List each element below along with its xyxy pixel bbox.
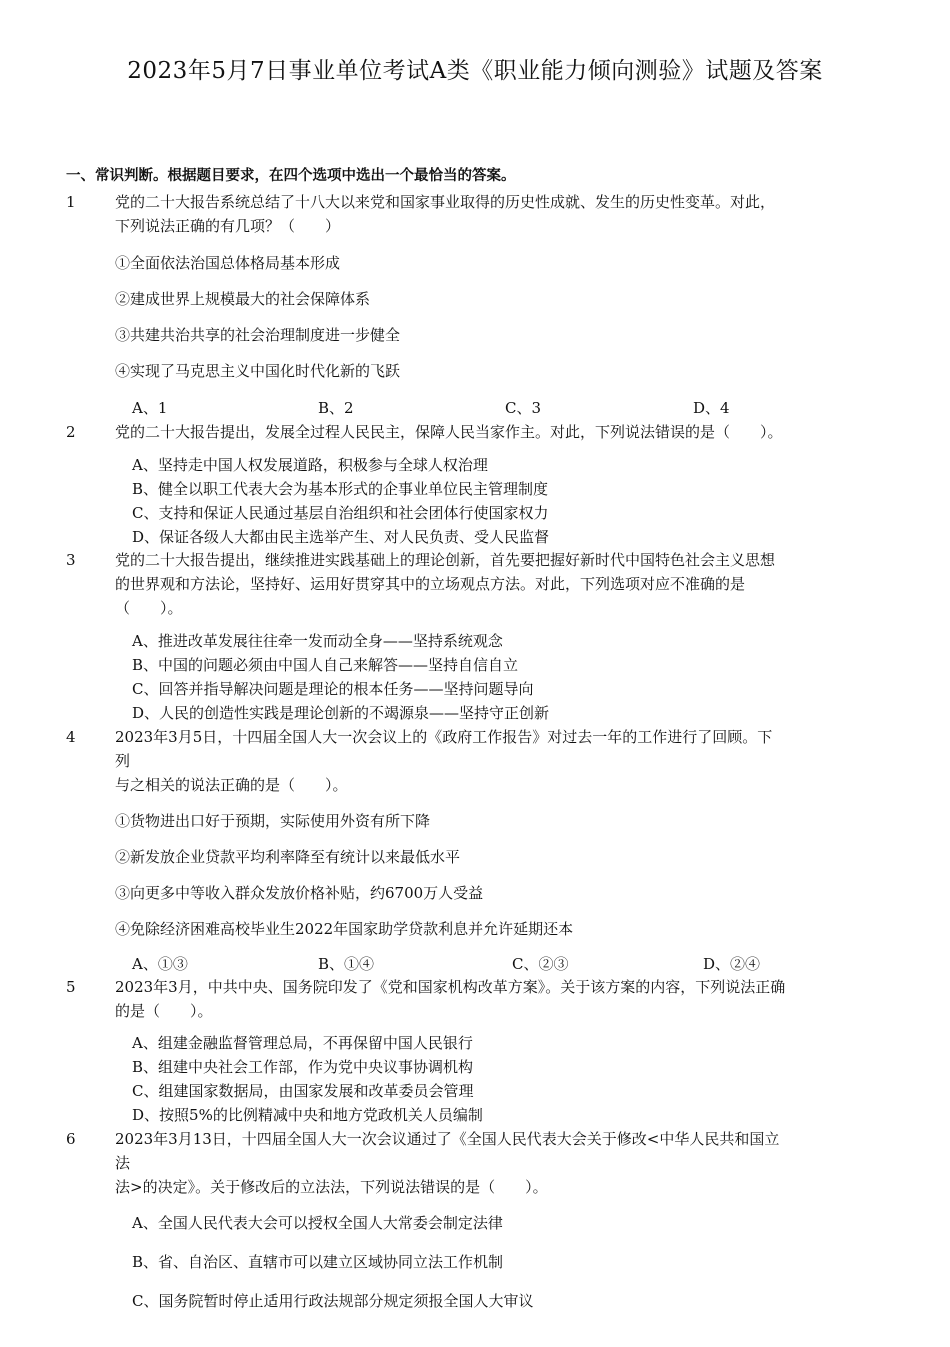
option-c: C、②③ (512, 955, 569, 973)
question-number: 2 (66, 423, 76, 441)
statement: ②新发放企业贷款平均利率降至有统计以来最低水平 (115, 848, 461, 866)
question-stem (115, 548, 875, 620)
option-b: B、中国的问题必须由中国人自己来解答——坚持自信自立 (132, 656, 519, 674)
option-d: D、4 (693, 399, 730, 417)
stem-line: 的是（ ）。 (115, 1002, 213, 1020)
option-b: B、省、自治区、直辖市可以建立区域协同立法工作机制 (132, 1253, 504, 1271)
option-a: A、组建金融监督管理总局，不再保留中国人民银行 (132, 1034, 473, 1052)
stem-line: 下列说法正确的有几项？（ ） (115, 217, 341, 235)
statement: ①全面依法治国总体格局基本形成 (115, 254, 341, 272)
option-d: D、按照5%的比例精减中央和地方党政机关人员编制 (132, 1106, 483, 1124)
stem-line: 2023年3月5日，十四届全国人大一次会议上的《政府工作报告》对过去一年的工作进行了回顾。下 (115, 728, 773, 746)
question-stem (115, 1127, 875, 1199)
stem-line: 法 (115, 1154, 131, 1172)
question-number: 4 (66, 728, 76, 746)
stem-line: 与之相关的说法正确的是（ ）。 (115, 776, 348, 794)
stem-line: 法>的决定》。关于修改后的立法法，下列说法错误的是（ ）。 (115, 1178, 548, 1196)
option-d: D、保证各级人大都由民主选举产生、对人民负责、受人民监督 (132, 528, 550, 546)
option-b: B、①④ (318, 955, 375, 973)
statement: ①货物进出口好于预期，实际使用外资有所下降 (115, 812, 431, 830)
question-stem (115, 975, 875, 1023)
option-c: C、回答并指导解决问题是理论的根本任务——坚持问题导向 (132, 680, 534, 698)
option-b: B、健全以职工代表大会为基本形式的企事业单位民主管理制度 (132, 480, 549, 498)
statement: ③向更多中等收入群众发放价格补贴，约6700万人受益 (115, 884, 484, 902)
option-b: B、2 (318, 399, 354, 417)
option-d: D、②④ (703, 955, 761, 973)
question-number: 5 (66, 978, 76, 996)
option-a: A、1 (132, 399, 168, 417)
option-a: A、推进改革发展往往牵一发而动全身——坚持系统观念 (132, 632, 503, 650)
stem-line: 2023年3月，中共中央、国务院印发了《党和国家机构改革方案》。关于该方案的内容，下列说法正确 (115, 978, 786, 996)
stem-line: 党的二十大报告提出，继续推进实践基础上的理论创新，首先要把握好新时代中国特色社会主义思想 (115, 551, 776, 569)
statement: ④实现了马克思主义中国化时代化新的飞跃 (115, 362, 401, 380)
question-stem (115, 420, 875, 444)
stem-line: 党的二十大报告系统总结了十八大以来党和国家事业取得的历史性成就、发生的历史性变革。对此， (115, 193, 776, 211)
question-stem (115, 725, 875, 773)
option-b: B、组建中央社会工作部，作为党中央议事协调机构 (132, 1058, 474, 1076)
option-c: C、国务院暂时停止适用行政法规部分规定须报全国人大审议 (132, 1292, 534, 1310)
question-stem (115, 190, 875, 238)
stem-line: 的世界观和方法论，坚持好、运用好贯穿其中的立场观点方法。对此，下列选项对应不准确的是 (115, 575, 746, 593)
option-a: A、坚持走中国人权发展道路，积极参与全球人权治理 (132, 456, 488, 474)
stem-line: 2023年3月13日，十四届全国人大一次会议通过了《全国人民代表大会关于修改<中华人民共和国立 (115, 1130, 780, 1148)
option-a: A、①③ (132, 955, 188, 973)
statement: ②建成世界上规模最大的社会保障体系 (115, 290, 371, 308)
document-title: 2023年5月7日事业单位考试A类《职业能力倾向测验》试题及答案 (127, 58, 823, 84)
option-c: C、3 (505, 399, 542, 417)
stem-line: （ ）。 (115, 599, 183, 617)
statement: ④免除经济困难高校毕业生2022年国家助学贷款利息并允许延期还本 (115, 920, 574, 938)
question-number: 1 (66, 193, 76, 211)
question-number: 3 (66, 551, 76, 569)
statement: ③共建共治共享的社会治理制度进一步健全 (115, 326, 401, 344)
stem-line: 党的二十大报告提出，发展全过程人民民主，保障人民当家作主。对此，下列说法错误的是（ ）。 (115, 423, 783, 441)
section-heading: 一、常识判断。根据题目要求，在四个选项中选出一个最恰当的答案。 (66, 167, 516, 184)
option-a: A、全国人民代表大会可以授权全国人大常委会制定法律 (132, 1214, 503, 1232)
stem-line: 列 (115, 752, 131, 770)
option-c: C、支持和保证人民通过基层自治组织和社会团体行使国家权力 (132, 504, 549, 522)
option-d: D、人民的创造性实践是理论创新的不竭源泉——坚持守正创新 (132, 704, 550, 722)
question-number: 6 (66, 1130, 76, 1148)
option-c: C、组建国家数据局，由国家发展和改革委员会管理 (132, 1082, 474, 1100)
